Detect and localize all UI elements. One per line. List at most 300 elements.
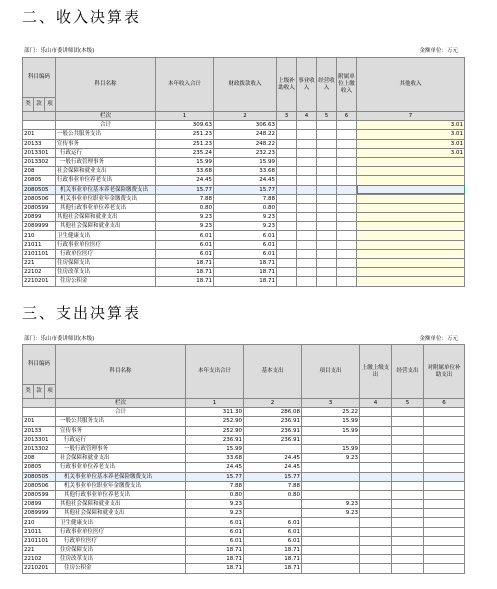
income-row-empty	[297, 185, 317, 194]
income-row-name: 宣传事务	[56, 139, 156, 148]
expense-row-code: 20805	[23, 463, 56, 472]
income-header-xiang: 项	[45, 98, 56, 112]
expense-table-row	[23, 472, 465, 481]
income-row-empty	[317, 222, 337, 231]
expense-row-c3: 15.99	[302, 417, 360, 426]
expense-row-c3	[302, 481, 360, 490]
expense-row-empty	[424, 564, 465, 573]
expense-row-empty	[392, 527, 424, 536]
income-table-row	[23, 130, 465, 139]
income-lanci: 栏次	[56, 112, 156, 121]
income-row-empty	[277, 213, 297, 222]
income-row-empty	[277, 277, 297, 286]
expense-row-c1: 9.23	[186, 500, 244, 509]
expense-row-c3	[302, 435, 360, 444]
income-row-empty	[337, 268, 357, 277]
income-row-c2: 33.68	[214, 167, 277, 176]
expense-row-code: 2080505	[23, 472, 56, 481]
expense-row-empty	[360, 527, 392, 536]
expense-row-c2: 18.71	[244, 546, 302, 555]
income-table-row	[23, 148, 465, 157]
expense-row-empty	[424, 527, 465, 536]
expense-row-empty	[392, 472, 424, 481]
income-row-c7	[357, 231, 465, 240]
expense-row-empty	[424, 536, 465, 545]
expense-header-kuan: 款	[34, 385, 45, 399]
income-row-empty	[337, 259, 357, 268]
income-row-c2: 15.77	[214, 185, 277, 194]
expense-row-c2: 236.91	[244, 417, 302, 426]
income-row-c1: 9.23	[156, 222, 214, 231]
expense-row-empty	[424, 463, 465, 472]
expense-table-row	[23, 490, 465, 499]
expense-row-code: 20133	[23, 426, 56, 435]
income-row-c7: 3.01	[357, 148, 465, 157]
income-row-empty	[277, 268, 297, 277]
expense-row-code: 2013302	[23, 444, 56, 453]
expense-row-empty	[360, 426, 392, 435]
expense-row-code: 20899	[23, 500, 56, 509]
expense-table-row	[23, 509, 465, 518]
expense-row-c2: 7.88	[244, 481, 302, 490]
income-row-c1: 309.63	[156, 121, 214, 130]
income-table-row	[23, 203, 465, 212]
expense-row-c1: 252.90	[186, 426, 244, 435]
expense-row-c1: 252.90	[186, 417, 244, 426]
income-row-c2: 18.71	[214, 277, 277, 286]
expense-row-empty	[360, 490, 392, 499]
income-row-c7	[357, 157, 465, 166]
income-row-empty	[317, 130, 337, 139]
income-row-code: 2101101	[23, 249, 56, 258]
expense-row-name: 行政事业单位医疗	[56, 527, 186, 536]
income-row-empty	[317, 185, 337, 194]
income-row-empty	[297, 231, 317, 240]
income-row-code: 21011	[23, 240, 56, 249]
income-row-c2: 18.71	[214, 259, 277, 268]
expense-row-code: 2210201	[23, 564, 56, 573]
income-row-c1: 251.23	[156, 130, 214, 139]
income-row-c1: 18.71	[156, 277, 214, 286]
income-row-empty	[297, 148, 317, 157]
expense-row-empty	[424, 509, 465, 518]
income-row-empty	[297, 121, 317, 130]
expense-table-row	[23, 564, 465, 573]
income-table-row	[23, 167, 465, 176]
expense-row-c1: 33.68	[186, 454, 244, 463]
expense-row-name: 宣传事务	[56, 426, 186, 435]
income-table-row	[23, 268, 465, 277]
expense-row-c2: 15.77	[244, 472, 302, 481]
income-row-empty	[277, 148, 297, 157]
income-row-c7	[357, 222, 465, 231]
income-header-lei: 类	[23, 98, 34, 112]
income-row-c7	[357, 249, 465, 258]
expense-row-c2: 286.08	[244, 408, 302, 417]
income-table-row	[23, 194, 465, 203]
income-row-empty	[337, 121, 357, 130]
expense-row-code: 2080599	[23, 490, 56, 499]
income-header-code: 科目编码	[23, 58, 56, 98]
expense-row-c3: 9.23	[302, 454, 360, 463]
expense-row-code: 2080506	[23, 481, 56, 490]
income-row-code: 208	[23, 167, 56, 176]
expense-row-empty	[360, 546, 392, 555]
income-row-empty	[317, 167, 337, 176]
expense-row-empty	[392, 536, 424, 545]
income-row-empty	[297, 222, 317, 231]
expense-unit-label: 金额单位：万元	[419, 336, 458, 342]
expense-row-empty	[360, 536, 392, 545]
income-header-name: 科目名称	[56, 58, 156, 112]
income-row-code: 221	[23, 259, 56, 268]
income-row-code: 2013301	[23, 148, 56, 157]
income-row-empty	[277, 249, 297, 258]
expense-row-c3	[302, 546, 360, 555]
income-row-c1: 15.77	[156, 185, 214, 194]
expense-row-empty	[424, 555, 465, 564]
expense-row-empty	[392, 481, 424, 490]
expense-header-code: 科目编码	[23, 345, 56, 385]
income-row-c7: 3.01	[357, 121, 465, 130]
expense-row-c3	[302, 564, 360, 573]
expense-row-empty	[360, 555, 392, 564]
expense-row-c2: 18.71	[244, 564, 302, 573]
expense-row-name: 住房改革支出	[56, 555, 186, 564]
expense-row-name: 行政单位医疗	[56, 536, 186, 545]
income-row-empty	[337, 167, 357, 176]
expense-table-row	[23, 500, 465, 509]
income-row-empty	[317, 259, 337, 268]
income-row-c2: 15.99	[214, 157, 277, 166]
income-row-empty	[277, 259, 297, 268]
income-row-empty	[337, 213, 357, 222]
income-row-empty	[317, 148, 337, 157]
expense-table: 科目编码 科目名称 本年支出合计 基本支出 项目支出 上缴上级支出 经营支出 对附属单位补助支出 类 款 项 栏次 1 2 3 4 5 6 合计 311.30 286.08 25.22 201 一般公共服务支出 252.90 236.91 15.99 20133 宣传事务 252.90 236.91 15.99 2013301 行政运行 236.91 236.91 2013302 一般行政管理事务 15.99 15.99 208 社会保障和就业支出 33.68 24.45 9.23 20805 行政事业单位养老支出 24.45 24.45 2080505 机关事业单位基本养老保险缴费支出 15.77 15.77 2080506 机关事业单位职业年金缴费支出 7.88 7.88 2080599 其他行政事业单位养老支出 0.80 0.80 20899 其他社会保障和就业支出 9.23 9.23 2089999 其他社会保障和就业支出 9.23 9.23 210 卫生健康支出 6.01 6.01 21011 行政事业单位医疗 6.01 6.01 2101101 行政单位医疗 6.01 6.01 221 住房保障支出 18.71 18.71 22102 住房改革支出 18.71 18.71 2210201 住房公积金 18.71 18.71	[22, 344, 465, 574]
income-row-empty	[317, 121, 337, 130]
expense-row-empty	[360, 454, 392, 463]
income-row-name: 其他行政事业单位养老支出	[56, 203, 156, 212]
expense-row-c1: 9.23	[186, 509, 244, 518]
income-header-c3: 上级补助收入	[277, 58, 297, 112]
expense-row-c1: 18.71	[186, 555, 244, 564]
income-row-empty	[297, 194, 317, 203]
expense-row-code: 201	[23, 417, 56, 426]
expense-row-c3	[302, 463, 360, 472]
income-row-code: 2089999	[23, 222, 56, 231]
income-row-code: 2210201	[23, 277, 56, 286]
income-row-code: 2080505	[23, 185, 56, 194]
income-table-row	[23, 157, 465, 166]
income-row-c7	[357, 167, 465, 176]
income-row-c2: 6.01	[214, 249, 277, 258]
expense-table-row	[23, 426, 465, 435]
expense-row-c3: 25.22	[302, 408, 360, 417]
income-row-code: 2080506	[23, 194, 56, 203]
expense-row-empty	[360, 444, 392, 453]
income-row-c1: 24.45	[156, 176, 214, 185]
income-unit-label: 金额单位：万元	[419, 48, 458, 54]
expense-row-c1: 24.45	[186, 463, 244, 472]
income-row-empty	[297, 259, 317, 268]
expense-row-c3: 15.99	[302, 444, 360, 453]
expense-table-row	[23, 408, 465, 417]
expense-table-row	[23, 435, 465, 444]
expense-row-name: 住房公积金	[56, 564, 186, 573]
income-row-empty	[297, 249, 317, 258]
income-row-c1: 0.80	[156, 203, 214, 212]
income-row-c7	[357, 203, 465, 212]
income-row-empty	[317, 213, 337, 222]
income-row-c1: 33.68	[156, 167, 214, 176]
income-dept-label: 部门：乐山市委讲师团(本级)	[24, 48, 95, 54]
expense-row-c2	[244, 500, 302, 509]
income-row-name: 机关事业单位职业年金缴费支出	[56, 194, 156, 203]
expense-row-empty	[360, 564, 392, 573]
expense-row-empty	[424, 408, 465, 417]
expense-row-c1: 0.80	[186, 490, 244, 499]
expense-row-empty	[392, 408, 424, 417]
income-row-code: 20133	[23, 139, 56, 148]
expense-row-c1: 15.99	[186, 444, 244, 453]
income-header-kuan: 款	[34, 98, 45, 112]
income-row-name: 住房保障支出	[56, 259, 156, 268]
income-row-empty	[297, 268, 317, 277]
income-table-row	[23, 222, 465, 231]
income-row-empty	[277, 121, 297, 130]
income-row-code: 2013302	[23, 157, 56, 166]
income-row-c1: 6.01	[156, 231, 214, 240]
income-table-row	[23, 240, 465, 249]
expense-row-name: 合计	[56, 408, 186, 417]
income-row-empty	[317, 203, 337, 212]
expense-row-empty	[392, 454, 424, 463]
income-row-empty	[337, 277, 357, 286]
income-row-c2: 232.23	[214, 148, 277, 157]
expense-row-empty	[360, 408, 392, 417]
expense-row-name: 其他社会保障和就业支出	[56, 500, 186, 509]
expense-row-c3	[302, 536, 360, 545]
expense-row-c2	[244, 444, 302, 453]
income-row-c2: 6.01	[214, 231, 277, 240]
income-row-empty	[337, 185, 357, 194]
income-row-empty	[297, 130, 317, 139]
expense-row-empty	[424, 435, 465, 444]
expense-row-c3: 15.99	[302, 426, 360, 435]
expense-row-empty	[360, 472, 392, 481]
income-row-empty	[337, 240, 357, 249]
income-row-name: 住房公积金	[56, 277, 156, 286]
income-row-empty	[297, 157, 317, 166]
income-row-empty	[337, 194, 357, 203]
income-row-empty	[317, 194, 337, 203]
income-row-empty	[297, 203, 317, 212]
expense-row-empty	[360, 500, 392, 509]
expense-row-empty	[392, 564, 424, 573]
expense-header-c4: 上缴上级支出	[360, 345, 392, 399]
expense-row-c2: 6.01	[244, 536, 302, 545]
income-table-row	[23, 139, 465, 148]
income-row-c2: 9.23	[214, 222, 277, 231]
income-row-c1: 6.01	[156, 240, 214, 249]
income-row-c1: 6.01	[156, 249, 214, 258]
expense-row-c1: 311.30	[186, 408, 244, 417]
expense-row-code: 208	[23, 454, 56, 463]
income-row-c7	[357, 185, 465, 194]
income-row-name: 社会保障和就业支出	[56, 167, 156, 176]
expense-row-c2: 236.91	[244, 426, 302, 435]
expense-row-c2: 6.01	[244, 527, 302, 536]
expense-row-empty	[424, 426, 465, 435]
income-row-empty	[277, 194, 297, 203]
expense-row-c3	[302, 527, 360, 536]
income-row-empty	[317, 157, 337, 166]
income-row-c1: 18.71	[156, 259, 214, 268]
income-row-code: 2080599	[23, 203, 56, 212]
income-row-c7	[357, 240, 465, 249]
income-table-row	[23, 185, 465, 194]
expense-row-name: 行政运行	[56, 435, 186, 444]
income-table-row	[23, 213, 465, 222]
expense-row-name: 一般公共服务支出	[56, 417, 186, 426]
income-row-name: 其他社会保障和就业支出	[56, 213, 156, 222]
income-row-c7: 3.01	[357, 130, 465, 139]
expense-row-empty	[360, 463, 392, 472]
income-row-c1: 7.88	[156, 194, 214, 203]
income-row-empty	[337, 231, 357, 240]
expense-row-code	[23, 408, 56, 417]
expense-table-row	[23, 444, 465, 453]
income-row-name: 其他社会保障和就业支出	[56, 222, 156, 231]
expense-dept-label: 部门：乐山市委讲师团(本级)	[24, 336, 95, 342]
income-row-empty	[337, 249, 357, 258]
expense-table-row	[23, 527, 465, 536]
income-row-name: 住房改革支出	[56, 268, 156, 277]
expense-row-empty	[392, 518, 424, 527]
income-row-name: 行政运行	[56, 148, 156, 157]
expense-table-row	[23, 454, 465, 463]
income-row-c7	[357, 213, 465, 222]
income-row-c7: 3.01	[357, 139, 465, 148]
income-table-row	[23, 231, 465, 240]
income-row-empty	[297, 277, 317, 286]
expense-row-c1: 18.71	[186, 546, 244, 555]
income-row-empty	[297, 139, 317, 148]
expense-row-empty	[392, 490, 424, 499]
income-header-c1: 本年收入合计	[156, 58, 214, 112]
income-row-name: 一般行政管理事务	[56, 157, 156, 166]
income-header-c6: 附属单位上缴收入	[337, 58, 357, 112]
income-row-c1: 9.23	[156, 213, 214, 222]
income-row-c2: 7.88	[214, 194, 277, 203]
expense-row-empty	[392, 417, 424, 426]
income-row-empty	[337, 203, 357, 212]
income-row-c2: 18.71	[214, 268, 277, 277]
expense-row-c1: 7.88	[186, 481, 244, 490]
income-row-name: 机关事业单位基本养老保险缴费支出	[56, 185, 156, 194]
expense-row-name: 住房保障支出	[56, 546, 186, 555]
income-row-empty	[277, 167, 297, 176]
income-row-c1: 15.99	[156, 157, 214, 166]
expense-row-name: 一般行政管理事务	[56, 444, 186, 453]
income-row-empty	[297, 240, 317, 249]
expense-row-empty	[392, 546, 424, 555]
income-table-row	[23, 259, 465, 268]
expense-section-title: 三、支出决算表	[22, 304, 142, 322]
expense-row-code: 2089999	[23, 509, 56, 518]
expense-row-c1: 18.71	[186, 564, 244, 573]
income-row-c7	[357, 268, 465, 277]
expense-row-name: 社会保障和就业支出	[56, 454, 186, 463]
income-row-c2: 248.22	[214, 130, 277, 139]
expense-row-c3	[302, 518, 360, 527]
expense-row-empty	[392, 426, 424, 435]
income-row-empty	[277, 176, 297, 185]
expense-row-name: 其他行政事业单位养老支出	[56, 490, 186, 499]
expense-row-empty	[424, 500, 465, 509]
income-meta-row	[22, 47, 464, 56]
income-row-name: 一般公共服务支出	[56, 130, 156, 139]
income-row-empty	[277, 240, 297, 249]
income-row-empty	[277, 139, 297, 148]
expense-row-empty	[392, 500, 424, 509]
expense-row-empty	[360, 435, 392, 444]
income-row-empty	[297, 176, 317, 185]
income-row-empty	[317, 176, 337, 185]
expense-row-c2: 0.80	[244, 490, 302, 499]
income-row-c7	[357, 194, 465, 203]
expense-row-code: 221	[23, 546, 56, 555]
income-row-name: 行政事业单位医疗	[56, 240, 156, 249]
expense-row-name: 卫生健康支出	[56, 518, 186, 527]
income-row-c2: 9.23	[214, 213, 277, 222]
income-header-c7: 其他收入	[357, 58, 465, 112]
expense-row-name: 其他社会保障和就业支出	[56, 509, 186, 518]
expense-row-c1: 236.91	[186, 435, 244, 444]
income-row-empty	[337, 130, 357, 139]
expense-header-xiang: 项	[45, 385, 56, 399]
expense-header-name: 科目名称	[56, 345, 186, 399]
income-row-c1: 235.24	[156, 148, 214, 157]
expense-row-empty	[360, 518, 392, 527]
income-row-empty	[277, 222, 297, 231]
expense-row-empty	[424, 518, 465, 527]
expense-meta-row	[22, 335, 464, 344]
expense-row-empty	[424, 472, 465, 481]
income-header-c4: 事业收入	[297, 58, 317, 112]
income-row-name: 合计	[56, 121, 156, 130]
expense-row-empty	[392, 555, 424, 564]
expense-row-c3	[302, 472, 360, 481]
income-row-empty	[337, 148, 357, 157]
expense-header-lei: 类	[23, 385, 34, 399]
expense-row-c2: 24.45	[244, 463, 302, 472]
expense-table-row	[23, 463, 465, 472]
expense-row-empty	[424, 481, 465, 490]
expense-row-code: 2013301	[23, 435, 56, 444]
income-row-name: 卫生健康支出	[56, 231, 156, 240]
expense-row-empty	[424, 546, 465, 555]
expense-row-c1: 6.01	[186, 518, 244, 527]
expense-row-c1: 15.77	[186, 472, 244, 481]
expense-row-c3: 9.23	[302, 509, 360, 518]
expense-row-c1: 6.01	[186, 536, 244, 545]
income-section-title: 二、收入决算表	[22, 8, 142, 26]
expense-header-c6: 对附属单位补助支出	[424, 345, 465, 399]
income-row-c1: 18.71	[156, 268, 214, 277]
income-row-empty	[277, 157, 297, 166]
expense-header-c3: 项目支出	[302, 345, 360, 399]
